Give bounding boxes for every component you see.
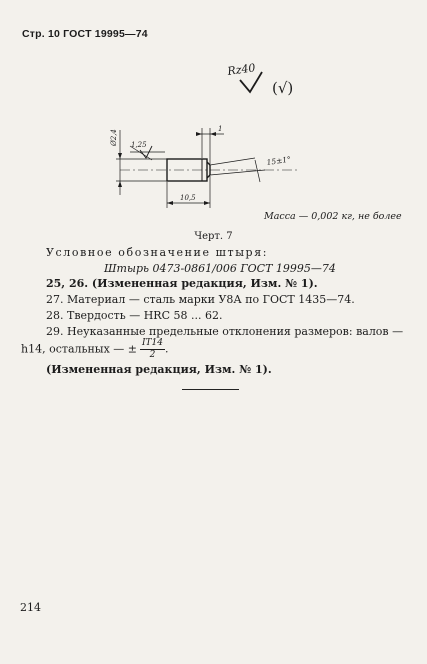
dim-taper: 15±1° xyxy=(266,154,292,167)
arrow-bottom-icon xyxy=(118,181,122,187)
item-27: 27. Материал — сталь марки У8А по ГОСТ 1435—74. xyxy=(46,293,355,306)
dim-left: Ø2,4 xyxy=(110,129,118,146)
dim-angle: 1,25 xyxy=(131,141,147,149)
item-29-line-1: 29. Неуказанные предельные отклонения размеров: валов — xyxy=(46,325,404,338)
arrow-chamfer-icon xyxy=(196,132,202,136)
item-28: 28. Твердость — HRC 58 ... 62. xyxy=(46,309,223,322)
item-29-line-2 xyxy=(21,338,169,361)
page-number: 214 xyxy=(20,601,41,614)
edition-note: (Измененная редакция, Изм. № 1). xyxy=(46,363,272,376)
fraction xyxy=(140,338,165,361)
dim-length: 10,5 xyxy=(180,194,196,202)
divider xyxy=(182,389,239,390)
figure-caption: Черт. 7 xyxy=(194,231,233,242)
taper-line-upper xyxy=(210,158,255,165)
roughness-label: Rz40 xyxy=(226,61,257,78)
page-header: Стр. 10 ГОСТ 19995—74 xyxy=(22,28,148,40)
mass-note: Масса — 0,002 кг, не более xyxy=(264,211,402,222)
item-29-end: . xyxy=(165,342,169,356)
fraction-denominator: 2 xyxy=(149,350,156,360)
arrow-top-icon xyxy=(118,153,122,159)
taper-line-lower xyxy=(210,170,265,175)
item-29-text: h14, остальных — ± xyxy=(21,342,137,356)
designation-label: Условное обозначение штыря: xyxy=(46,246,269,259)
roughness-symbol xyxy=(226,61,294,97)
arrow-left-icon xyxy=(167,201,173,205)
arrow-chamfer-2-icon xyxy=(210,132,216,136)
fraction-numerator: IT14 xyxy=(141,338,163,348)
designation-value: Штырь 0473-0861/006 ГОСТ 19995—74 xyxy=(104,262,336,275)
roughness-bracket: (√) xyxy=(272,79,294,97)
dim-top: 1 xyxy=(218,125,223,133)
item-25-26: 25, 26. (Измененная редакция, Изм. № 1). xyxy=(46,277,318,290)
arrow-right-icon xyxy=(204,201,210,205)
